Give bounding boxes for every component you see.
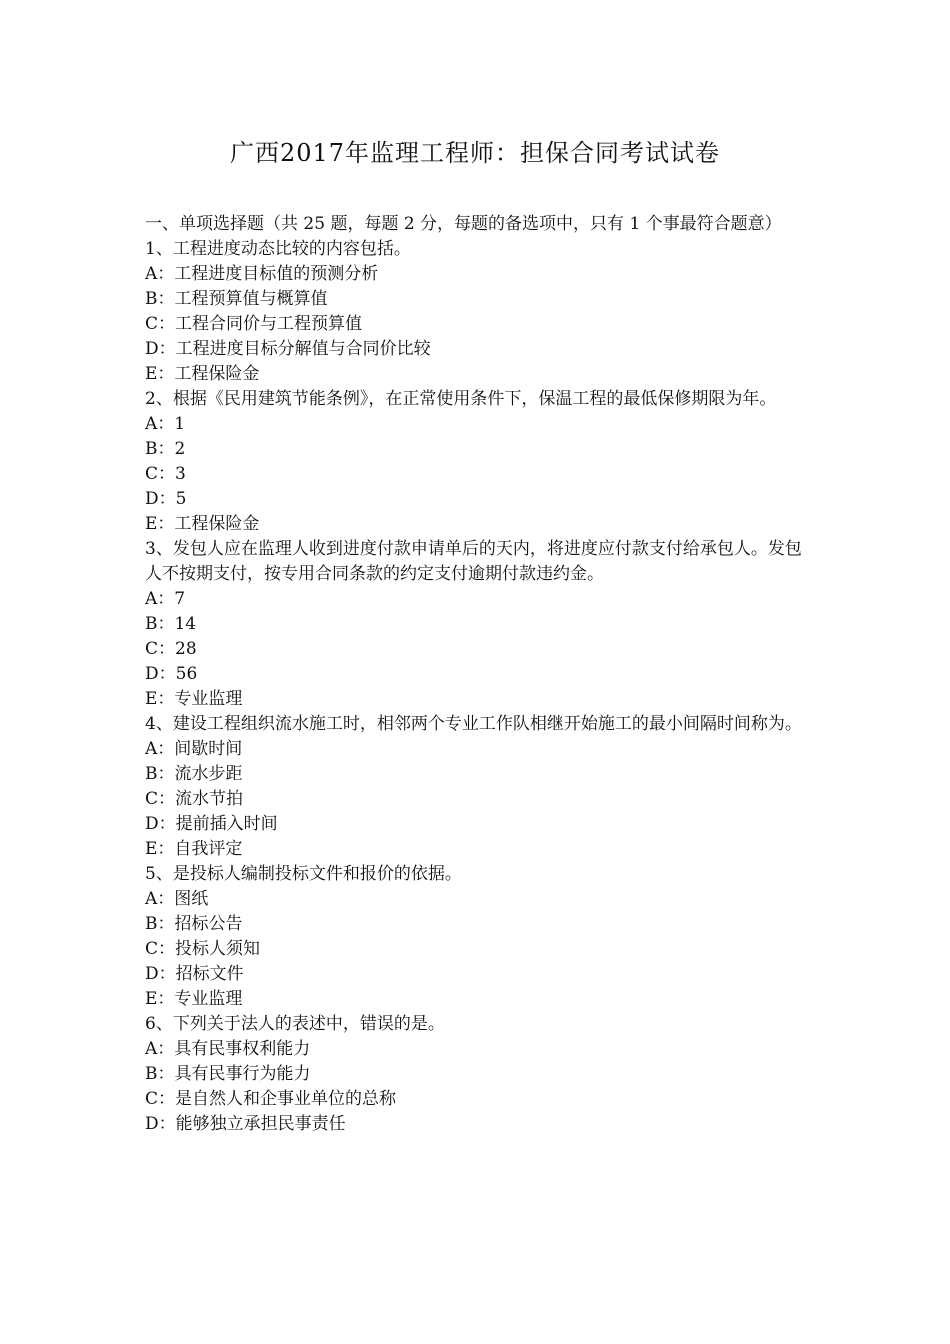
option-d: D：提前插入时间 xyxy=(145,814,278,834)
question-1 xyxy=(145,237,810,387)
document-body xyxy=(145,212,810,1137)
option-d: D：工程进度目标分解值与合同价比较 xyxy=(145,339,431,359)
option-d: D：能够独立承担民事责任 xyxy=(145,1114,346,1134)
option-c: C：投标人须知 xyxy=(145,939,261,959)
option-d: D：56 xyxy=(145,664,198,684)
option-b: B：招标公告 xyxy=(145,914,243,934)
option-e: E：自我评定 xyxy=(145,839,243,859)
option-c: C：3 xyxy=(145,464,186,484)
option-d: D：招标文件 xyxy=(145,964,244,984)
option-b: B：流水步距 xyxy=(145,764,243,784)
question-stem: 5、是投标人编制投标文件和报价的依据。 xyxy=(145,864,462,884)
question-stem: 1、工程进度动态比较的内容包括。 xyxy=(145,239,411,259)
option-c: C：28 xyxy=(145,639,197,659)
question-3 xyxy=(145,537,810,712)
option-d: D：5 xyxy=(145,489,187,509)
option-a: A：间歇时间 xyxy=(145,739,243,759)
option-c: C：流水节拍 xyxy=(145,789,244,809)
option-b: B：具有民事行为能力 xyxy=(145,1064,311,1084)
question-6 xyxy=(145,1012,810,1137)
option-a: A：7 xyxy=(145,589,186,609)
option-a: A：工程进度目标值的预测分析 xyxy=(145,264,379,284)
option-e: E：工程保险金 xyxy=(145,364,260,384)
option-c: C：是自然人和企事业单位的总称 xyxy=(145,1089,397,1109)
option-b: B：2 xyxy=(145,439,186,459)
option-a: A：图纸 xyxy=(145,889,209,909)
question-4 xyxy=(145,712,810,862)
option-e: E：专业监理 xyxy=(145,989,243,1009)
option-e: E：工程保险金 xyxy=(145,514,260,534)
option-c: C：工程合同价与工程预算值 xyxy=(145,314,363,334)
question-stem: 4、建设工程组织流水施工时，相邻两个专业工作队相继开始施工的最小间隔时间称为。 xyxy=(145,714,802,734)
option-a: A：具有民事权利能力 xyxy=(145,1039,311,1059)
option-b: B：工程预算值与概算值 xyxy=(145,289,328,309)
question-stem: 6、下列关于法人的表述中，错误的是。 xyxy=(145,1014,445,1034)
section-header: 一、单项选择题（共 25 题，每题 2 分，每题的备选项中，只有 1 个事最符合题意） xyxy=(145,214,782,234)
question-5 xyxy=(145,862,810,1012)
option-b: B：14 xyxy=(145,614,197,634)
question-stem: 3、发包人应在监理人收到进度付款申请单后的天内，将进度应付款支付给承包人。发包人不按期支付，按专用合同条款的约定支付逾期付款违约金。 xyxy=(145,539,802,584)
question-2 xyxy=(145,387,810,537)
document-title: 广西2017年监理工程师：担保合同考试试卷 xyxy=(229,139,721,167)
option-e: E：专业监理 xyxy=(145,689,243,709)
option-a: A：1 xyxy=(145,414,186,434)
question-stem: 2、根据《民用建筑节能条例》，在正常使用条件下，保温工程的最低保修期限为年。 xyxy=(145,389,777,409)
